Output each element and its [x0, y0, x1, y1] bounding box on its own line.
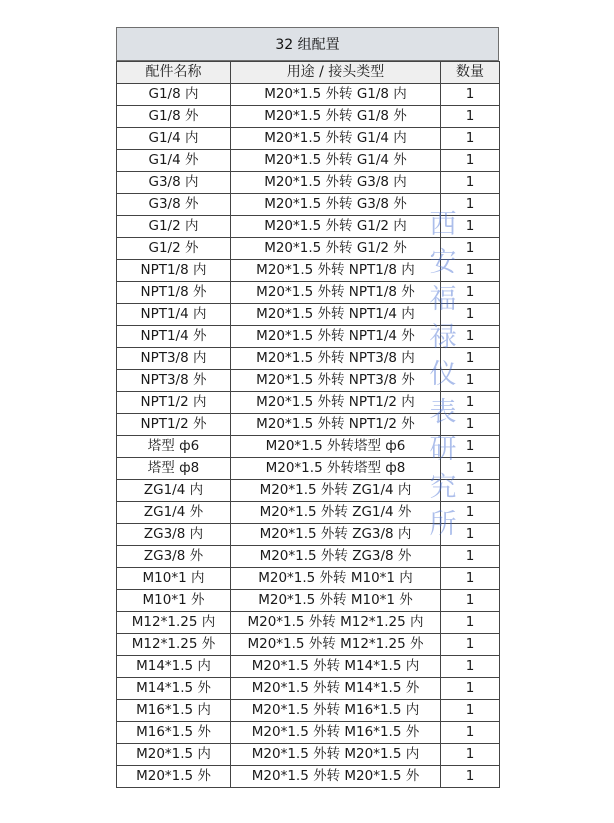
quantity-cell: 1	[441, 436, 500, 458]
usage-type-cell: M20*1.5 外转 M16*1.5 内	[231, 700, 441, 722]
watermark-char: 表	[429, 396, 457, 428]
usage-type-cell: M20*1.5 外转 M10*1 外	[231, 590, 441, 612]
quantity-cell: 1	[441, 106, 500, 128]
part-name-cell: M20*1.5 内	[117, 744, 231, 766]
table-row	[117, 326, 500, 348]
table-row	[117, 260, 500, 282]
table-row	[117, 282, 500, 304]
usage-type-cell: M20*1.5 外转 G1/4 外	[231, 150, 441, 172]
usage-type-cell: M20*1.5 外转塔型 ф6	[231, 436, 441, 458]
usage-type-cell: M20*1.5 外转 M20*1.5 内	[231, 744, 441, 766]
part-name-cell: M20*1.5 外	[117, 766, 231, 788]
part-name-cell: NPT3/8 内	[117, 348, 231, 370]
table-row	[117, 678, 500, 700]
quantity-cell: 1	[441, 304, 500, 326]
part-name-cell: M12*1.25 外	[117, 634, 231, 656]
table-row	[117, 656, 500, 678]
table-row	[117, 392, 500, 414]
header-part-name: 配件名称	[117, 62, 231, 84]
usage-type-cell: M20*1.5 外转 ZG3/8 外	[231, 546, 441, 568]
quantity-cell: 1	[441, 656, 500, 678]
quantity-cell: 1	[441, 524, 500, 546]
header-usage-type: 用途 / 接头类型	[231, 62, 441, 84]
table-row	[117, 216, 500, 238]
usage-type-cell: M20*1.5 外转 ZG1/4 外	[231, 502, 441, 524]
watermark-char: 安	[429, 246, 457, 278]
part-name-cell: G1/8 内	[117, 84, 231, 106]
table-row	[117, 194, 500, 216]
table-row	[117, 634, 500, 656]
usage-type-cell: M20*1.5 外转 G1/8 外	[231, 106, 441, 128]
table-row	[117, 458, 500, 480]
table-row	[117, 524, 500, 546]
usage-type-cell: M20*1.5 外转 NPT1/2 内	[231, 392, 441, 414]
quantity-cell: 1	[441, 128, 500, 150]
quantity-cell: 1	[441, 348, 500, 370]
part-name-cell: ZG1/4 内	[117, 480, 231, 502]
table-row	[117, 414, 500, 436]
quantity-cell: 1	[441, 172, 500, 194]
table-row	[117, 238, 500, 260]
part-name-cell: NPT1/2 外	[117, 414, 231, 436]
usage-type-cell: M20*1.5 外转塔型 ф8	[231, 458, 441, 480]
table-row	[117, 722, 500, 744]
table-row	[117, 502, 500, 524]
table-row	[117, 744, 500, 766]
quantity-cell: 1	[441, 392, 500, 414]
watermark-char: 所	[429, 509, 457, 540]
quantity-cell: 1	[441, 326, 500, 348]
part-name-cell: NPT1/2 内	[117, 392, 231, 414]
part-name-cell: 塔型 ф6	[117, 436, 231, 458]
quantity-cell: 1	[441, 84, 500, 106]
part-name-cell: M12*1.25 内	[117, 612, 231, 634]
table-row	[117, 128, 500, 150]
table-row	[117, 766, 500, 788]
part-name-cell: ZG1/4 外	[117, 502, 231, 524]
part-name-cell: ZG3/8 内	[117, 524, 231, 546]
table-row	[117, 172, 500, 194]
usage-type-cell: M20*1.5 外转 NPT1/8 内	[231, 260, 441, 282]
usage-type-cell: M20*1.5 外转 G1/2 外	[231, 238, 441, 260]
part-name-cell: NPT1/4 外	[117, 326, 231, 348]
quantity-cell: 1	[441, 568, 500, 590]
quantity-cell: 1	[441, 766, 500, 788]
part-name-cell: G1/4 外	[117, 150, 231, 172]
quantity-cell: 1	[441, 700, 500, 722]
quantity-cell: 1	[441, 722, 500, 744]
part-name-cell: G3/8 内	[117, 172, 231, 194]
watermark-char: 仪	[429, 359, 457, 390]
part-name-cell: ZG3/8 外	[117, 546, 231, 568]
part-name-cell: G1/2 内	[117, 216, 231, 238]
quantity-cell: 1	[441, 634, 500, 656]
table-row	[117, 700, 500, 722]
part-name-cell: M14*1.5 外	[117, 678, 231, 700]
part-name-cell: M14*1.5 内	[117, 656, 231, 678]
table-row	[117, 106, 500, 128]
usage-type-cell: M20*1.5 外转 ZG1/4 内	[231, 480, 441, 502]
part-name-cell: G3/8 外	[117, 194, 231, 216]
part-name-cell: NPT1/8 外	[117, 282, 231, 304]
header-quantity: 数量	[441, 62, 500, 84]
part-name-cell: 塔型 ф8	[117, 458, 231, 480]
usage-type-cell: M20*1.5 外转 G1/2 内	[231, 216, 441, 238]
usage-type-cell: M20*1.5 外转 M12*1.25 外	[231, 634, 441, 656]
quantity-cell: 1	[441, 458, 500, 480]
quantity-cell: 1	[441, 260, 500, 282]
table-row	[117, 612, 500, 634]
table-row	[117, 590, 500, 612]
quantity-cell: 1	[441, 282, 500, 304]
usage-type-cell: M20*1.5 外转 G3/8 内	[231, 172, 441, 194]
watermark-char: 研	[429, 434, 457, 465]
table-row	[117, 304, 500, 326]
usage-type-cell: M20*1.5 外转 G1/8 内	[231, 84, 441, 106]
usage-type-cell: M20*1.5 外转 M14*1.5 外	[231, 678, 441, 700]
part-name-cell: M16*1.5 外	[117, 722, 231, 744]
table-title: 32 组配置	[116, 27, 499, 61]
usage-type-cell: M20*1.5 外转 NPT1/2 外	[231, 414, 441, 436]
part-name-cell: M10*1 内	[117, 568, 231, 590]
usage-type-cell: M20*1.5 外转 ZG3/8 内	[231, 524, 441, 546]
quantity-cell: 1	[441, 612, 500, 634]
quantity-cell: 1	[441, 238, 500, 260]
usage-type-cell: M20*1.5 外转 NPT3/8 内	[231, 348, 441, 370]
part-name-cell: NPT1/4 内	[117, 304, 231, 326]
quantity-cell: 1	[441, 370, 500, 392]
usage-type-cell: M20*1.5 外转 NPT1/4 内	[231, 304, 441, 326]
part-name-cell: NPT1/8 内	[117, 260, 231, 282]
config-table	[116, 61, 500, 788]
usage-type-cell: M20*1.5 外转 G3/8 外	[231, 194, 441, 216]
watermark-char: 福	[429, 284, 457, 315]
watermark-char: 究	[429, 471, 457, 503]
usage-type-cell: M20*1.5 外转 M14*1.5 内	[231, 656, 441, 678]
table-row	[117, 480, 500, 502]
quantity-cell: 1	[441, 590, 500, 612]
table-row	[117, 568, 500, 590]
part-name-cell: M16*1.5 内	[117, 700, 231, 722]
usage-type-cell: M20*1.5 外转 NPT1/8 外	[231, 282, 441, 304]
watermark-char: 西	[429, 209, 457, 240]
usage-type-cell: M20*1.5 外转 NPT1/4 外	[231, 326, 441, 348]
table-row	[117, 370, 500, 392]
usage-type-cell: M20*1.5 外转 NPT3/8 外	[231, 370, 441, 392]
header-row	[117, 62, 500, 84]
quantity-cell: 1	[441, 194, 500, 216]
usage-type-cell: M20*1.5 外转 M10*1 内	[231, 568, 441, 590]
table-row	[117, 436, 500, 458]
quantity-cell: 1	[441, 546, 500, 568]
usage-type-cell: M20*1.5 外转 M20*1.5 外	[231, 766, 441, 788]
quantity-cell: 1	[441, 480, 500, 502]
part-name-cell: NPT3/8 外	[117, 370, 231, 392]
quantity-cell: 1	[441, 744, 500, 766]
part-name-cell: M10*1 外	[117, 590, 231, 612]
table-row	[117, 150, 500, 172]
quantity-cell: 1	[441, 678, 500, 700]
table-row	[117, 84, 500, 106]
usage-type-cell: M20*1.5 外转 M16*1.5 外	[231, 722, 441, 744]
usage-type-cell: M20*1.5 外转 M12*1.25 内	[231, 612, 441, 634]
watermark-char: 禄	[429, 321, 457, 353]
quantity-cell: 1	[441, 216, 500, 238]
quantity-cell: 1	[441, 150, 500, 172]
usage-type-cell: M20*1.5 外转 G1/4 内	[231, 128, 441, 150]
quantity-cell: 1	[441, 502, 500, 524]
table-row	[117, 348, 500, 370]
quantity-cell: 1	[441, 414, 500, 436]
table-row	[117, 546, 500, 568]
part-name-cell: G1/2 外	[117, 238, 231, 260]
part-name-cell: G1/8 外	[117, 106, 231, 128]
part-name-cell: G1/4 内	[117, 128, 231, 150]
